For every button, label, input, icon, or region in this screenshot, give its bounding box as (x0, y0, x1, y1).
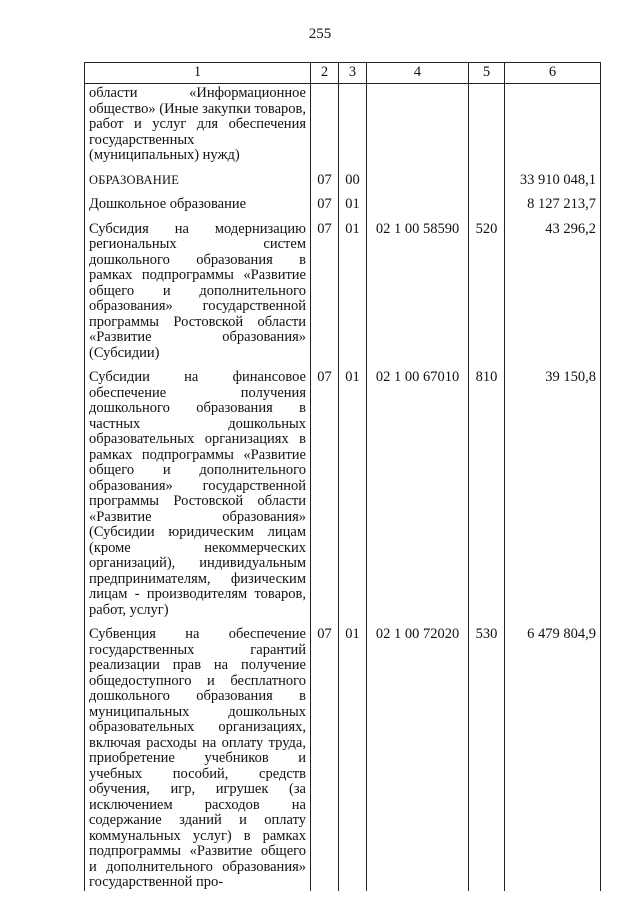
row-expense-type: 520 (469, 222, 505, 371)
row-expense-type: 810 (469, 370, 505, 627)
row-subsection: 01 (339, 627, 367, 891)
row-subsection: 01 (339, 222, 367, 371)
row-expense-type (469, 173, 505, 198)
page-number: 255 (308, 26, 332, 42)
row-target-code (367, 197, 469, 222)
row-amount: 39 150,8 (505, 370, 601, 627)
table-row (85, 627, 601, 891)
row-target-code: 02 1 00 67010 (367, 370, 469, 627)
header-row (85, 63, 601, 84)
row-expense-type (469, 84, 505, 173)
row-name: Дошкольное образование (85, 197, 311, 222)
row-target-code: 02 1 00 58590 (367, 222, 469, 371)
row-expense-type (469, 197, 505, 222)
header-col-2: 2 (311, 63, 339, 84)
row-amount: 43 296,2 (505, 222, 601, 371)
row-subsection: 01 (339, 370, 367, 627)
row-subsection: 01 (339, 197, 367, 222)
table-header (85, 63, 601, 84)
row-name: ОБРАЗОВАНИЕ (85, 173, 311, 198)
row-amount (505, 84, 601, 173)
table-row (85, 197, 601, 222)
row-section: 07 (311, 370, 339, 627)
row-subsection (339, 84, 367, 173)
row-amount: 8 127 213,7 (505, 197, 601, 222)
row-target-code (367, 84, 469, 173)
row-name: Субвенция на обеспечение государственных гарантий реализации прав на получение общедоступного и бесплатного дошкольного образования в муниципальных дошкольных образовательных организациях, включая расходы на оплату труда, приобретение учебников и учебных пособий, средств обучения, игр, игрушек (за исключением расходов на содержание зданий и оплату коммунальных услуг) в рамках подпрограммы «Развитие общего и дополнительного образования» государственной про- (85, 627, 311, 891)
row-section: 07 (311, 627, 339, 891)
header-col-4: 4 (367, 63, 469, 84)
row-amount: 33 910 048,1 (505, 173, 601, 198)
row-target-code (367, 173, 469, 198)
row-subsection: 00 (339, 173, 367, 198)
row-section (311, 84, 339, 173)
budget-table (84, 62, 601, 891)
header-col-3: 3 (339, 63, 367, 84)
table-row (85, 173, 601, 198)
table-row (85, 222, 601, 371)
row-amount: 6 479 804,9 (505, 627, 601, 891)
table-body (85, 84, 601, 891)
row-name: Субсидии на финансовое обеспечение получения дошкольного образования в частных дошкольных образовательных организациях в рамках подпрограммы «Развитие общего и дополнительного образования» государственной программы Ростовской области «Развитие образования» (Субсидии юридическим лицам (кроме некоммерческих организаций), индивидуальным предпринимателям, физическим лицам - производителям товаров, работ, услуг) (85, 370, 311, 627)
row-expense-type: 530 (469, 627, 505, 891)
header-col-6: 6 (505, 63, 601, 84)
row-section: 07 (311, 197, 339, 222)
row-section: 07 (311, 173, 339, 198)
row-section: 07 (311, 222, 339, 371)
row-name: Субсидия на модернизацию региональных систем дошкольного образования в рамках подпрограммы «Развитие общего и дополнительного образования» государственной программы Ростовской области «Развитие образования» (Субсидии) (85, 222, 311, 371)
table-row (85, 84, 601, 173)
table-row (85, 370, 601, 627)
header-col-1: 1 (85, 63, 311, 84)
row-name: области «Информационное общество» (Иные закупки товаров, работ и услуг для обеспечения государственных (муниципальных) нужд) (85, 84, 311, 173)
header-col-5: 5 (469, 63, 505, 84)
row-target-code: 02 1 00 72020 (367, 627, 469, 891)
